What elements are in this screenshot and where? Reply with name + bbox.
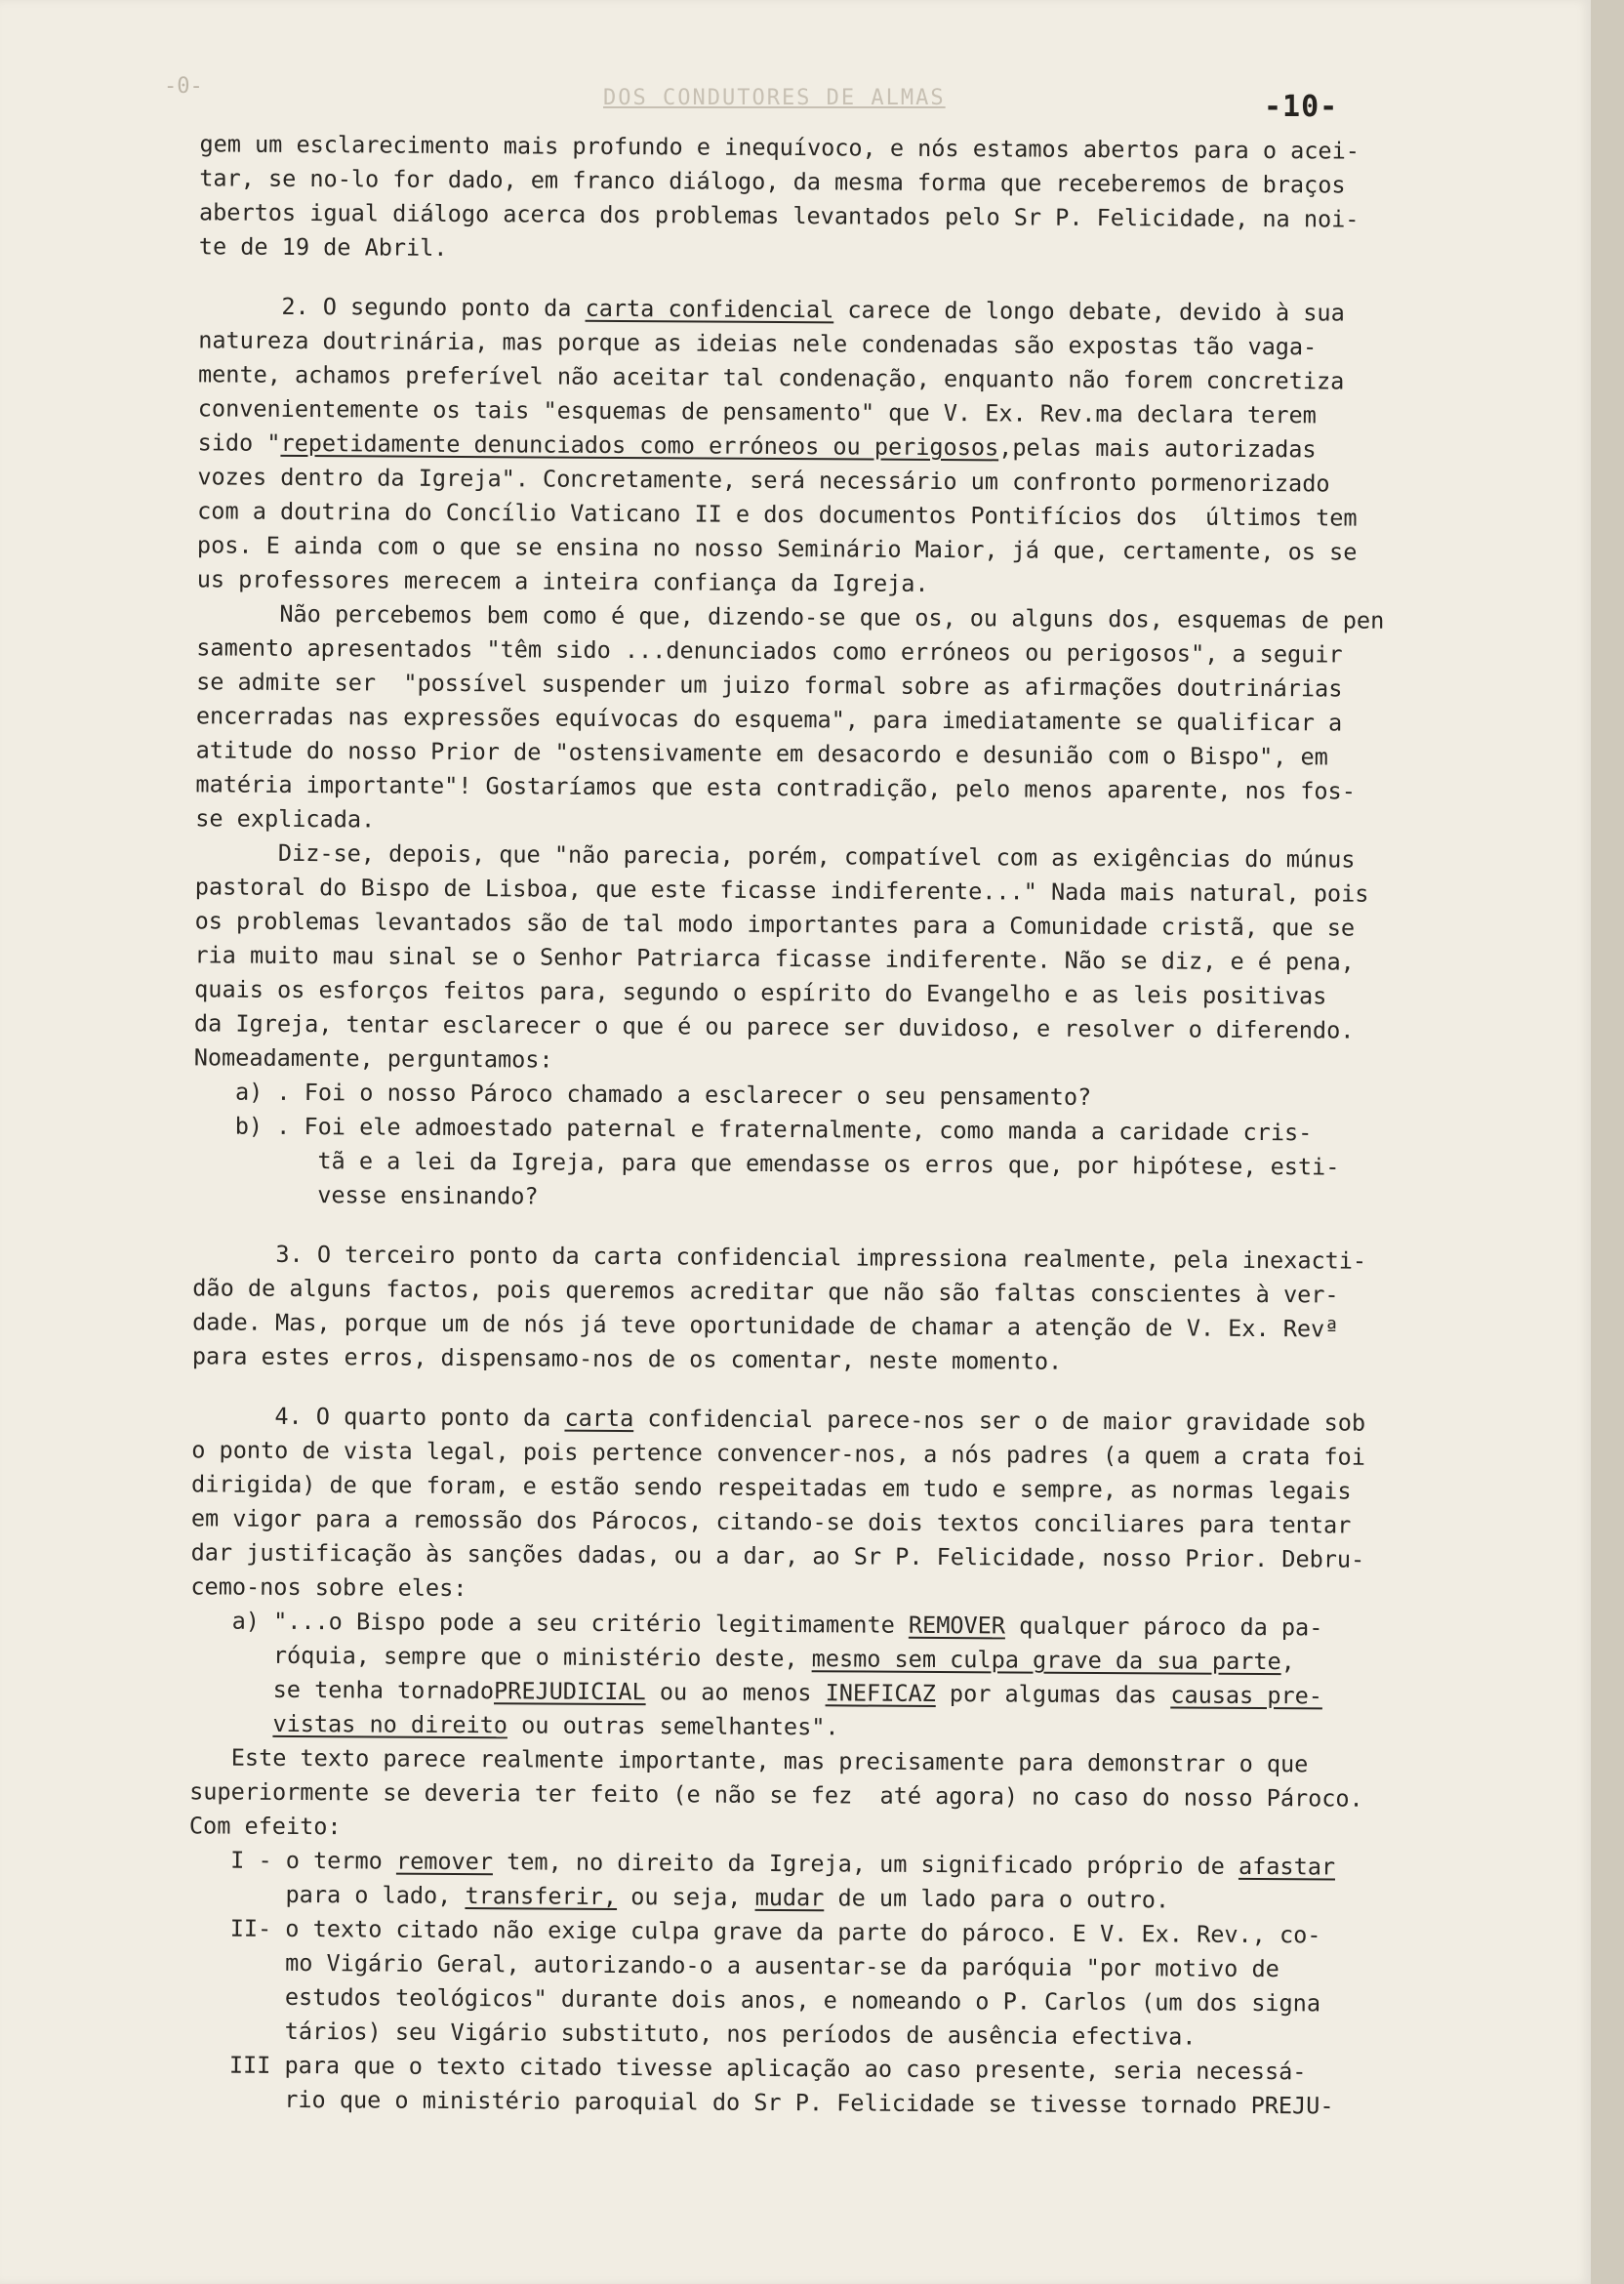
text-segment: abertos igual diálogo acerca dos problemas levantados pelo Sr P. Felicidade, na noi- [143, 197, 1360, 233]
text-segment: por algumas das [935, 1679, 1171, 1709]
text-segment: para estes erros, dispensamo-nos de os comentar, neste momento. [137, 1341, 1063, 1375]
bleed-through-header: DOS CONDUTORES DE ALMAS [603, 86, 946, 110]
text-segment: confidencial parece-nos ser o de maior gravidade sob [633, 1405, 1366, 1437]
text-segment: atitude do nosso Prior de "ostensivamente em desacordo e desunião com o Bispo", em [141, 735, 1328, 771]
underlined-text: transferir, [465, 1882, 618, 1910]
text-segment: III para que o texto citado tivesse aplicação ao caso presente, seria necessá- [132, 2050, 1307, 2086]
text-segment: Nomeadamente, perguntamos: [139, 1042, 553, 1074]
text-segment: vozes dentro da Igreja". Concretamente, será necessário um confronto pormenorizado [142, 462, 1330, 498]
text-segment: em vigor para a remossão dos Párocos, citando-se dois textos conciliares para tentar [136, 1503, 1352, 1539]
text-segment: ,pelas mais autorizadas [998, 433, 1317, 464]
text-segment: carece de longo debate, devido à sua [833, 296, 1345, 327]
text-segment: 3. O terceiro ponto da carta confidencial impressiona realmente, pela inexacti- [137, 1239, 1367, 1275]
underlined-text: remover [395, 1847, 494, 1876]
text-segment: ou outras semelhantes". [507, 1711, 839, 1741]
text-segment: com a doutrina do Concílio Vaticano II e dos documentos Pontifícios dos últimos tem [142, 496, 1358, 532]
text-segment: tários) seu Vigário substituto, nos períodos de ausência efectiva. [133, 2016, 1197, 2051]
text-segment: dade. Mas, porque um de nós já teve oportunidade de chamar a atenção de V. Ex. Revª [137, 1307, 1339, 1343]
text-segment: dar justificação às sanções dadas, ou a dar, ao Sr P. Felicidade, nosso Prior. Debru- [135, 1537, 1365, 1573]
underlined-text: carta [564, 1404, 634, 1433]
text-segment: Não percebemos bem como é que, dizendo-se que os, ou alguns dos, esquemas de pen [141, 598, 1385, 634]
text-segment: cemo-nos sobre eles: [135, 1571, 467, 1603]
text-segment: se explicada. [140, 803, 376, 834]
text-segment: samento apresentados "têm sido ...denunciados como erróneos ou perigosos", a seguir [141, 632, 1343, 669]
text-segment: mente, achamos preferível não aceitar tal condenação, enquanto não forem concretiza [142, 359, 1345, 395]
text-segment: da Igreja, tentar esclarecer o que é ou parece ser duvidoso, e resolver o diferendo. [139, 1008, 1355, 1044]
text-segment: rio que o ministério paroquial do Sr P. Felicidade se tivesse tornado PREJU- [132, 2084, 1334, 2120]
text-segment: , [1280, 1648, 1295, 1676]
text-segment: para o lado, [133, 1879, 466, 1910]
underlined-text: PREJUDICIAL [493, 1677, 646, 1706]
text-segment: ou ao menos [645, 1678, 826, 1707]
underlined-text: mesmo sem culpa grave da sua parte [811, 1645, 1281, 1676]
typewritten-body [133, 127, 1491, 2124]
text-segment: tã e a lei da Igreja, para que emendasse os erros que, por hipótese, esti- [138, 1145, 1340, 1181]
text-segment: matéria importante"! Gostaríamos que esta contradição, pelo menos aparente, nos fos- [140, 769, 1356, 805]
text-segment: róquia, sempre que o ministério deste, [135, 1640, 812, 1673]
text-segment: se tenha tornado [135, 1674, 495, 1705]
text-segment: de um lado para o outro. [824, 1884, 1170, 1914]
text-segment: se admite ser "possível suspender um juizo formal sobre as afirmações doutrinárias [141, 667, 1343, 703]
text-segment: dirigida) de que foram, e estão sendo respeitadas em tudo e sempre, as normas legais [136, 1469, 1352, 1505]
text-segment: ria muito mau sinal se o Senhor Patriarca ficasse indiferente. Não se diz, e é pena, [139, 940, 1355, 976]
text-line [133, 2082, 1480, 2124]
text-segment: Com efeito: [134, 1811, 342, 1841]
scan-edge [1591, 0, 1624, 2284]
underlined-text: INEFICAZ [825, 1679, 936, 1707]
text-segment: 4. O quarto ponto da [136, 1401, 565, 1432]
text-segment: o ponto de vista legal, pois pertence convencer-nos, a nós padres (a quem a crata foi [136, 1435, 1365, 1471]
text-segment: dão de alguns factos, pois queremos acreditar que não são faltas conscientes à ver- [137, 1273, 1339, 1309]
text-segment: estudos teológicos" durante dois anos, e nomeando o P. Carlos (um dos signa [133, 1981, 1321, 2018]
text-segment: Diz-se, depois, que "não parecia, porém, compatível com as exigências do múnus [140, 837, 1356, 874]
text-segment: gem um esclarecimento mais profundo e inequívoco, e nós estamos abertos para o acei- [143, 129, 1360, 165]
text-segment: b) . Foi ele admoestado paternal e fraternalmente, como manda a caridade cris- [138, 1111, 1313, 1147]
text-segment: a) "...o Bispo pode a seu critério legitimamente [135, 1606, 910, 1639]
text-segment: pos. E ainda com o que se ensina no nosso Seminário Maior, já que, certamente, os se [142, 530, 1358, 566]
text-segment: encerradas nas expressões equívocas do esquema", para imediatamente se qualificar a [141, 701, 1343, 737]
text-segment [135, 1709, 273, 1737]
underlined-text: causas pre- [1170, 1681, 1323, 1710]
text-segment: tem, no direito da Igreja, um significado próprio de [492, 1848, 1239, 1880]
text-segment: Este texto parece realmente importante, mas precisamente para demonstrar o que [134, 1742, 1309, 1778]
text-segment: I - o termo [134, 1845, 397, 1875]
text-segment: superiormente se deveria ter feito (e não se fez até agora) no caso do nosso Pároco. [134, 1776, 1363, 1813]
text-segment: tar, se no-lo for dado, em franco diálogo, da mesma forma que receberemos de braços [143, 163, 1346, 199]
text-segment: us professores merecem a inteira confiança da Igreja. [142, 564, 929, 597]
text-segment: convenientemente os tais "esquemas de pensamento" que V. Ex. Rev.ma declara terem [142, 393, 1317, 429]
text-segment: qualquer pároco da pa- [1004, 1611, 1323, 1642]
page-marker-ghost: -0- [164, 74, 203, 99]
text-segment: quais os esforços feitos para, segundo o espírito do Evangelho e as leis positivas [139, 974, 1327, 1010]
underlined-text: mudar [754, 1883, 825, 1912]
text-segment: 2. O segundo ponto da [142, 291, 586, 322]
text-segment: os problemas levantados são de tal modo importantes para a Comunidade cristã, que se [139, 906, 1356, 942]
text-segment: mo Vigário Geral, autorizando-o a ausentar-se da paróquia "por motivo de [133, 1947, 1279, 1983]
underlined-text: REMOVER [908, 1611, 1006, 1640]
text-segment: natureza doutrinária, mas porque as ideias nele condenadas são expostas tão vaga- [142, 325, 1318, 361]
underlined-text: carta confidencial [585, 294, 834, 324]
underlined-text: repetidamente denunciados como erróneos ou perigosos [280, 428, 999, 462]
text-segment: II- o texto citado não exige culpa grave da parte do pároco. E V. Ex. Rev., co- [133, 1913, 1321, 1949]
page-number: -10- [1264, 90, 1339, 124]
text-segment: sido " [142, 428, 281, 457]
text-segment: a) . Foi o nosso Pároco chamado a esclarecer o seu pensamento? [138, 1077, 1092, 1111]
text-segment: te de 19 de Abril. [143, 231, 448, 262]
text-segment: pastoral do Bispo de Lisboa, que este ficasse indiferente..." Nada mais natural, pois [140, 872, 1369, 908]
text-segment: ou seja, [617, 1882, 755, 1911]
underlined-text: vistas no direito [272, 1709, 508, 1739]
underlined-text: afastar [1238, 1852, 1336, 1881]
text-segment: vesse ensinando? [138, 1179, 539, 1210]
